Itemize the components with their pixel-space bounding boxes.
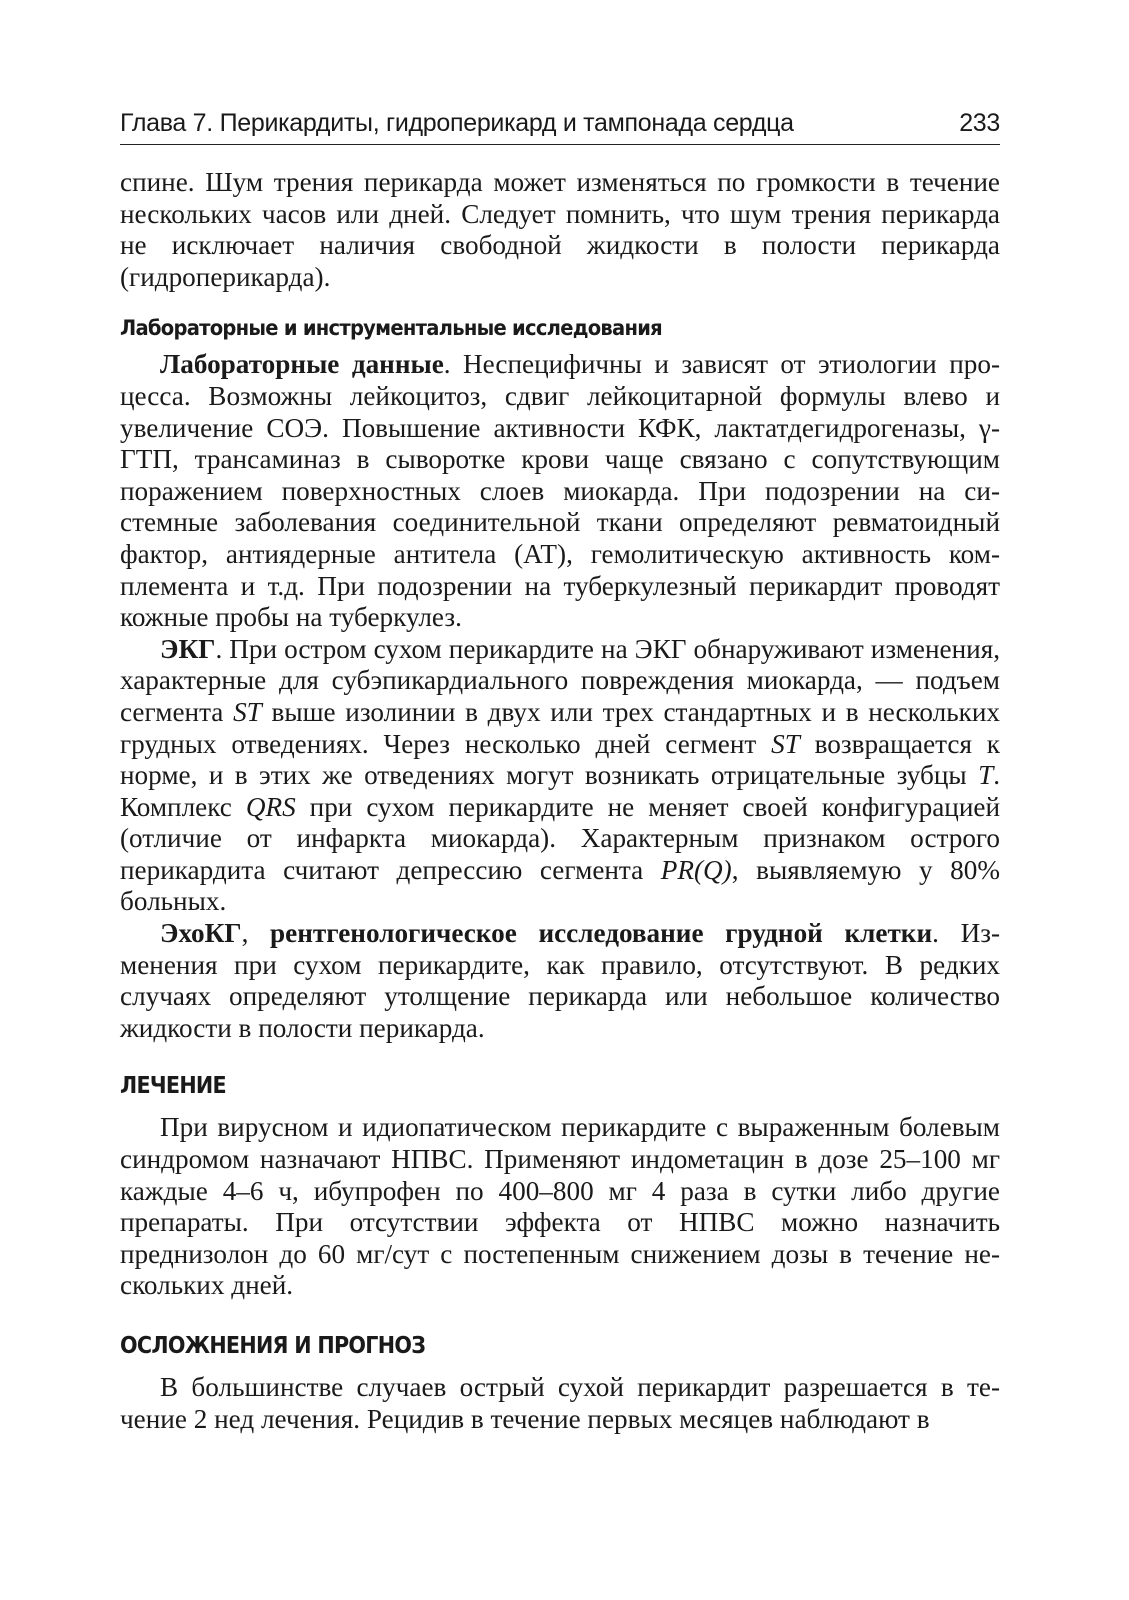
treatment-paragraph: При вирусном и идиопатическом перикардите с выраженным болевым синдромом назначают НПВС. Применяют индометацин в дозе 25–100 мг каждые 4–6 ч, ибупрофен по 400–800 мг 4 раза в сутки либо другие препараты. При отсутствии эффекта от НПВС можно назначить преднизолон до 60 мг/сут с постепенным снижением дозы в течение нескольких дней.	[120, 1112, 1000, 1301]
lab-data-term: Лабораторные данные	[160, 349, 444, 380]
st-segment-label: ST	[771, 728, 800, 759]
treatment-heading: ЛЕЧЕНИЕ	[120, 1073, 226, 1100]
qrs-label: QRS	[245, 791, 296, 822]
running-header	[120, 108, 1000, 145]
complications-heading: ОСЛОЖНЕНИЯ И ПРОГНОЗ	[120, 1333, 426, 1359]
ecg-text-1: . При остром сухом перикардите на ЭКГ обнаруживают изменения, характерные для субэпикардиального повреждения миокарда, — подъем сегмента	[120, 633, 1000, 727]
ecg-text-6: , выявляемую у 80% больных.	[120, 854, 1000, 917]
echo-text: . Изменения при сухом перикардите, как правило, отсутствуют. В редких случаях определяют утолщение перикарда или небольшое количество жидкости в полости перикарда.	[120, 918, 1000, 1043]
ecg-text-3: возвращается к норме, и в этих же отведениях могут возникать отрицательные зубцы	[120, 728, 1001, 791]
ecg-paragraph	[120, 634, 1000, 918]
t-wave-label: T	[978, 760, 994, 791]
complications-paragraph: В большинстве случаев острый сухой перикардит разрешается в течение 2 нед лечения. Рецидив в течение первых месяцев наблюдают в	[120, 1372, 1000, 1434]
ecg-text-5: при сухом перикардите не меняет своей конфигурацией (отличие от инфаркта миокарда). Характерным признаком острого перикардита считают депрессию сегмента	[120, 791, 1000, 885]
lab-data-paragraph	[120, 349, 1000, 633]
lab-data-text: . Неспецифичны и зависят от этиологии процесса. Возможны лейкоцитоз, сдвиг лейкоцитарной формулы влево и увеличение СОЭ. Повышение активности КФК, лактатдегидрогеназы, γ-ГТП, трансаминаз в сыворотке крови чаще связано с сопутствующим поражением поверхностных слоев миокарда. При подозрении на системные заболевания соединительной ткани определяют ревматоидный фактор, антиядерные антитела (АТ), гемолитическую активность комплемента и т.д. При подозрении на туберкулезный перикардит проводят кожные пробы на туберкулез.	[120, 349, 1000, 633]
echo-term: ЭхоКГ	[160, 918, 242, 949]
lab-section-heading: Лабораторные и инструментальные исследования	[120, 316, 662, 341]
ecg-term: ЭКГ	[160, 633, 216, 664]
echo-separator: ,	[241, 918, 271, 949]
book-page	[120, 108, 1000, 1435]
page-number: 233	[959, 109, 1000, 137]
prq-segment-label: PR(Q)	[660, 854, 732, 885]
st-segment-label: ST	[233, 696, 262, 727]
xray-term: рентгенологическое исследование грудной клетки	[270, 918, 933, 949]
echo-paragraph	[120, 918, 1000, 1044]
ecg-text-4: . Комплекс	[120, 760, 1000, 822]
intro-paragraph: спине. Шум трения перикарда может изменяться по громкости в течение нескольких часов или дней. Следует помнить, что шум трения перикарда не исключает наличия свободной жидкости в полости перикарда (гидроперикарда).	[120, 167, 1000, 292]
ecg-text-2: выше изолинии в двух или трех стандартных и в нескольких грудных отведениях. Через несколько дней сегмент	[120, 696, 1000, 759]
chapter-title: Глава 7. Перикардиты, гидроперикард и тампонада сердца	[120, 109, 794, 137]
